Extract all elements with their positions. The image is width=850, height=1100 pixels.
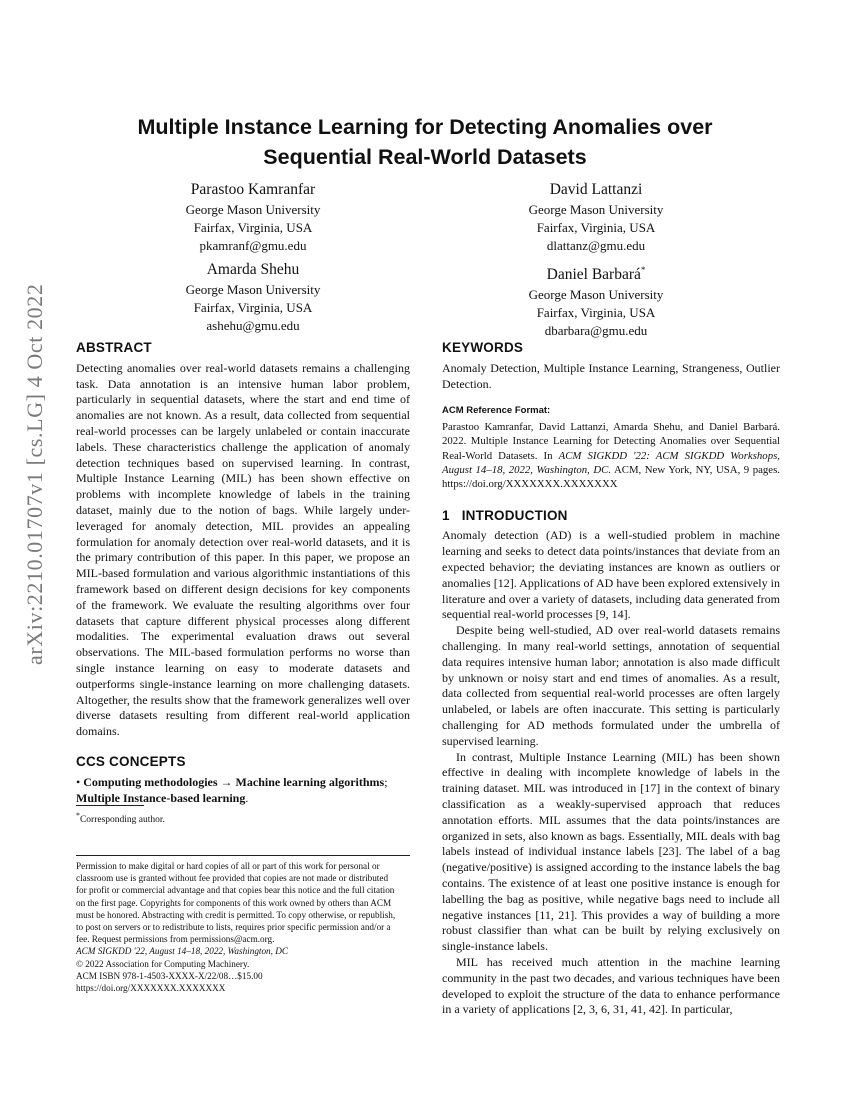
paper-title — [60, 112, 790, 172]
author-location: Fairfax, Virginia, USA — [193, 220, 313, 235]
ccs-concept: Multiple Instance-based learning — [76, 790, 246, 805]
author-block-3 — [123, 259, 383, 335]
corresponding-author-mark: * — [640, 265, 646, 275]
author-affiliation: George Mason University — [185, 202, 321, 217]
ccs-concept: Machine learning algorithms — [235, 774, 385, 789]
acm-reference-heading: ACM Reference Format: — [442, 405, 551, 417]
author-email[interactable]: dbarbara@gmu.edu — [544, 323, 648, 339]
abstract-text: Detecting anomalies over real-world datasets remains a challenging task. Data annotation is an intensive human labor problem, particularly in sequential datasets, where the start and end time of anomalies are not known. As a result, data collected from sequential real-world processes can be largely unlabeled or contain inaccurate labels. These characteristics challenge the application of anomaly detection techniques based on supervised learning. In contrast, Multiple Instance Learning (MIL) has been shown effective on problems with incomplete knowledge of labels in the training dataset, mainly due to the notion of bags. While largely under-leveraged for anomaly detection, MIL provides an appealing formulation for anomaly detection over real-world datasets, and it is the primary contribution of this paper. In this paper, we propose an MIL-based formulation and various algorithmic instantiations of this framework based on different design decisions for key components of the framework. We evaluate the resulting algorithms over four datasets that capture different physical processes along different modalities. The experimental evaluation draws out several observations. The MIL-based formulation performs no worse than single instance learning on easy to moderate datasets and outperforms single-instance learning on more challenging datasets. Altogether, the results show that the framework generalizes well over diverse datasets resulting from different real-world application domains. — [76, 360, 410, 739]
permission-line: classroom use is granted without fee provided that copies are not made or distributed — [76, 873, 389, 884]
ccs-separator: ; — [384, 774, 388, 789]
author-block-2 — [466, 179, 726, 255]
footnote — [76, 810, 410, 826]
author-name-text: Daniel Barbará — [546, 266, 641, 284]
left-column — [76, 340, 410, 806]
author-name: Amarda Shehu — [206, 261, 300, 278]
permission-line: fee. Request permissions from permissions@acm.org. — [76, 934, 275, 945]
permission-block — [76, 855, 410, 994]
permission-line: to post on servers or to redistribute to lists, requires prior specific permission and/or a — [76, 922, 391, 933]
author-affiliation: George Mason University — [528, 287, 664, 303]
section-title: INTRODUCTION — [461, 507, 568, 523]
author-block-4 — [466, 259, 726, 340]
paper-title-line-2: Sequential Real-World Datasets — [263, 145, 587, 169]
author-email[interactable]: pkamranf@gmu.edu — [199, 238, 307, 253]
copyright-line: © 2022 Association for Computing Machinery. — [76, 958, 250, 969]
author-affiliation: George Mason University — [528, 202, 664, 217]
abstract-heading: ABSTRACT — [76, 340, 152, 355]
footnote-mark: * — [76, 811, 80, 820]
ccs-bullet: • — [76, 774, 81, 789]
permission-line: on the first page. Copyrights for components of this work owned by others than ACM — [76, 897, 392, 908]
ccs-end: . — [245, 790, 249, 805]
ccs-arrow: → — [220, 774, 233, 789]
author-email[interactable]: dlattanz@gmu.edu — [546, 238, 646, 253]
keywords-text: Anomaly Detection, Multiple Instance Learning, Strangeness, Outlier Detection. — [442, 360, 780, 391]
venue-line — [76, 945, 410, 957]
permission-line: Permission to make digital or hard copies of all or part of this work for personal or — [76, 861, 380, 871]
footnote-text: Corresponding author. — [79, 815, 165, 826]
permission-rule — [76, 855, 410, 856]
footnote-rule — [76, 805, 144, 806]
isbn-line: ACM ISBN 978-1-4503-XXXX-X/22/08…$15.00 — [76, 970, 263, 981]
acm-reference-venue: ACM SIGKDD '22: ACM SIGKDD Workshops, August 14–18, 2022, Washington, DC. — [442, 449, 780, 477]
author-name: Parastoo Kamranfar — [190, 181, 316, 198]
doi-line[interactable]: https://doi.org/XXXXXXX.XXXXXXX — [76, 983, 226, 994]
permission-line: for profit or commercial advantage and that copies bear this notice and the full citation — [76, 885, 395, 896]
author-location: Fairfax, Virginia, USA — [536, 305, 656, 321]
intro-paragraph: MIL has received much attention in the machine learning community in the past two decades, and various techniques have been developed to exploit the structure of the data to enhance performance in a variety of applications [2, 3, 6, 31, 41, 42]. In particular, — [442, 954, 780, 1017]
author-location: Fairfax, Virginia, USA — [536, 220, 656, 235]
ccs-concepts-heading: CCS CONCEPTS — [76, 753, 186, 769]
intro-paragraph: In contrast, Multiple Instance Learning (MIL) has been shown effective in dealing with incomplete knowledge of labels in the training dataset. MIL was introduced in [17] in the context of binary classification as a weakly-supervised approach that reduces annotation efforts. MIL assumes that the data points/instances are organized in sets, also known as bags. Essentially, MIL deals with bag labels instead of individual instance labels [23]. The label of a bag (negative/positive) is assigned according to the instance labels the bag contains. The existence of at least one positive instance is enough for labelling the bag as positive, while negative bags need to include all negative instances [11, 21]. This provides a way of building a more robust classifier than what can be built by relying exclusively on single-instance labels. — [442, 749, 780, 954]
arxiv-identifier-stamp: arXiv:2210.01707v1 [cs.LG] 4 Oct 2022 — [22, 283, 47, 665]
author-email[interactable]: ashehu@gmu.edu — [206, 318, 300, 333]
author-affiliation: George Mason University — [185, 282, 321, 297]
paper-title-line-1: Multiple Instance Learning for Detecting Anomalies over — [137, 115, 713, 139]
author-block-1 — [123, 179, 383, 255]
section-number: 1 — [442, 507, 450, 523]
author-name — [466, 259, 726, 286]
author-name: David Lattanzi — [549, 181, 643, 198]
acm-reference-part: Parastoo Kamranfar, David Lattanzi, Amarda Shehu, and Daniel Barbará. 2022. Multiple Instance Learning for Detecting Anomalies over Sequential Real-World Datasets. In — [442, 421, 780, 462]
permission-line: must be honored. Abstracting with credit is permitted. To copy otherwise, or republish, — [76, 909, 396, 920]
introduction-heading — [442, 508, 780, 524]
permission-notice — [76, 860, 410, 994]
acm-reference-part: ACM, New York, NY, USA, 9 pages. https://doi.org/XXXXXXX.XXXXXXX — [442, 464, 780, 491]
acm-reference-text — [442, 420, 780, 491]
right-column — [442, 340, 780, 1018]
venue-text: ACM SIGKDD '22, August 14–18, 2022, Washington, DC — [76, 946, 289, 957]
ccs-concept: Computing methodologies — [83, 774, 218, 789]
intro-paragraph: Despite being well-studied, AD over real-world datasets remains challenging. In many real-world settings, annotation of sequential data requires intensive human labor; annotation is also made difficult by unknown or noisy start and end times of anomalies. As a result, data collected from sequential real-world processes are often largely unlabeled, or labels are often inaccurate. This setting is particularly challenging for AD methods formulated under the umbrella of supervised learning. — [442, 623, 780, 748]
keywords-heading: KEYWORDS — [442, 340, 524, 355]
footnote-area — [76, 805, 410, 826]
author-location: Fairfax, Virginia, USA — [193, 300, 313, 315]
ccs-concepts-text — [76, 775, 410, 807]
intro-paragraph: Anomaly detection (AD) is a well-studied problem in machine learning and seeks to detect data points/instances that deviate from an expected behavior; the deviating instances are known as outliers or anomalies [12]. Applications of AD have been explored extensively in literature and over a variety of datasets, including data generated from sequential real-world processes [9, 14]. — [442, 528, 780, 622]
